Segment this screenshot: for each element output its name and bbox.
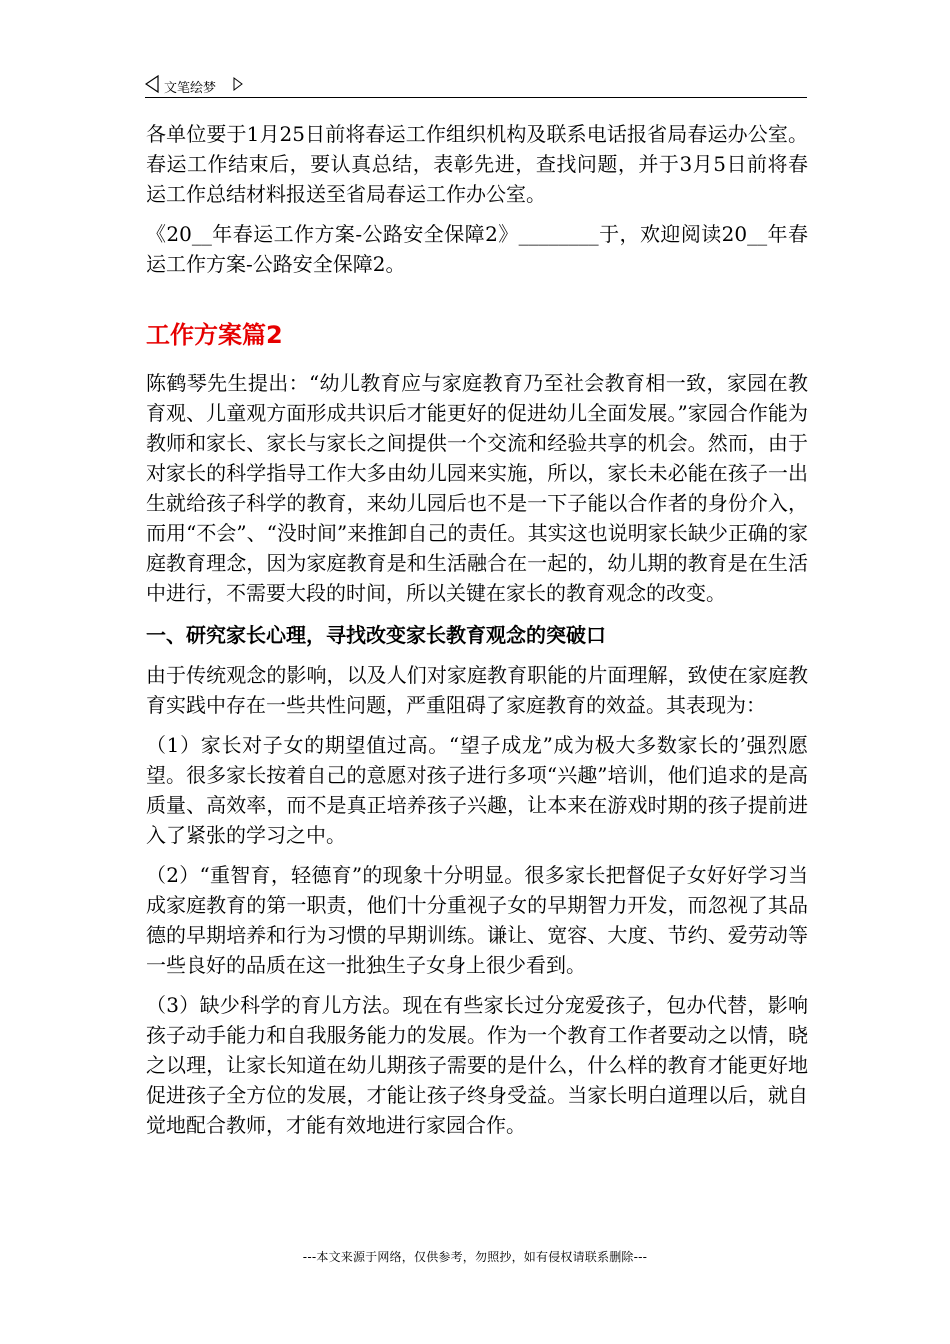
header-divider — [145, 97, 807, 98]
page-header — [145, 74, 807, 98]
section-body — [146, 368, 808, 1140]
section-paragraph-3: （1）家长对子女的期望值过高。“望子成龙”成为极大多数家长的’强烈愿望。很多家长按着自己的意愿对孩子进行多项“兴趣”培训，他们追求的是高质量、高效率，而不是真正培养孩子兴趣，让本来在游戏时期的孩子提前进入了紧张的学习之中。 — [146, 733, 808, 847]
triangle-left-icon — [145, 74, 159, 94]
section-paragraph-4: （2）“重智育，轻德育”的现象十分明显。很多家长把督促子女好好学习当成家庭教育的第一职责，他们十分重视子女的早期智力开发，而忽视了其品德的早期培养和行为习惯的早期训练。谦让、宽容、大度、节约、爱劳动等一些良好的品质在这一批独生子女身上很少看到。 — [146, 863, 808, 977]
section-paragraph-5: （3）缺少科学的育儿方法。现在有些家长过分宠爱孩子，包办代替，影响孩子动手能力和自我服务能力的发展。作为一个教育工作者要动之以情，晓之以理，让家长知道在幼儿期孩子需要的是什么，什么样的教育才能更好地促进孩子全方位的发展，才能让孩子终身受益。当家长明白道理以后，就自觉地配合教师，才能有效地进行家园合作。 — [146, 993, 808, 1137]
triangle-right-icon — [233, 77, 243, 91]
intro-section — [146, 119, 808, 279]
section-paragraph-1: 陈鹤琴先生提出：“幼儿教育应与家庭教育乃至社会教育相一致，家园在教育观、儿童观方面形成共识后才能更好的促进幼儿全面发展。”家园合作能为教师和家长、家长与家长之间提供一个交流和经验共享的机会。然而，由于对家长的科学指导工作大多由幼儿园来实施，所以，家长未必能在孩子一出生就给孩子科学的教育，来幼儿园后也不是一下子能以合作者的身份介入，而用“不会”、“没时间”来推卸自己的责任。其实这也说明家长缺少正确的家庭教育理念，因为家庭教育是和生活融合在一起的，幼儿期的教育是在生活中进行，不需要大段的时间，所以关键在家长的教育观念的改变。 — [146, 371, 808, 605]
intro-paragraph-2: 《20__年春运工作方案-公路安全保障2》________于，欢迎阅读20__年春运工作方案-公路安全保障2。 — [146, 222, 808, 276]
section-title: 工作方案篇2 — [146, 321, 283, 349]
brand-name: 文笔绘梦 — [164, 81, 217, 96]
section-paragraph-2: 由于传统观念的影响，以及人们对家庭教育职能的片面理解，致使在家庭教育实践中存在一些共性问题，严重阻碍了家庭教育的效益。其表现为： — [146, 663, 808, 717]
intro-paragraph-1: 各单位要于1月25日前将春运工作组织机构及联系电话报省局春运办公室。春运工作结束后，要认真总结，表彰先进，查找问题，并于3月5日前将春运工作总结材料报送至省局春运工作办公室。 — [146, 122, 808, 206]
section-heading-1: 一、研究家长心理，寻找改变家长教育观念的突破口 — [146, 623, 606, 647]
page-footer: ---本文来源于网络，仅供参考，勿照抄，如有侵权请联系删除--- — [302, 1250, 648, 1264]
